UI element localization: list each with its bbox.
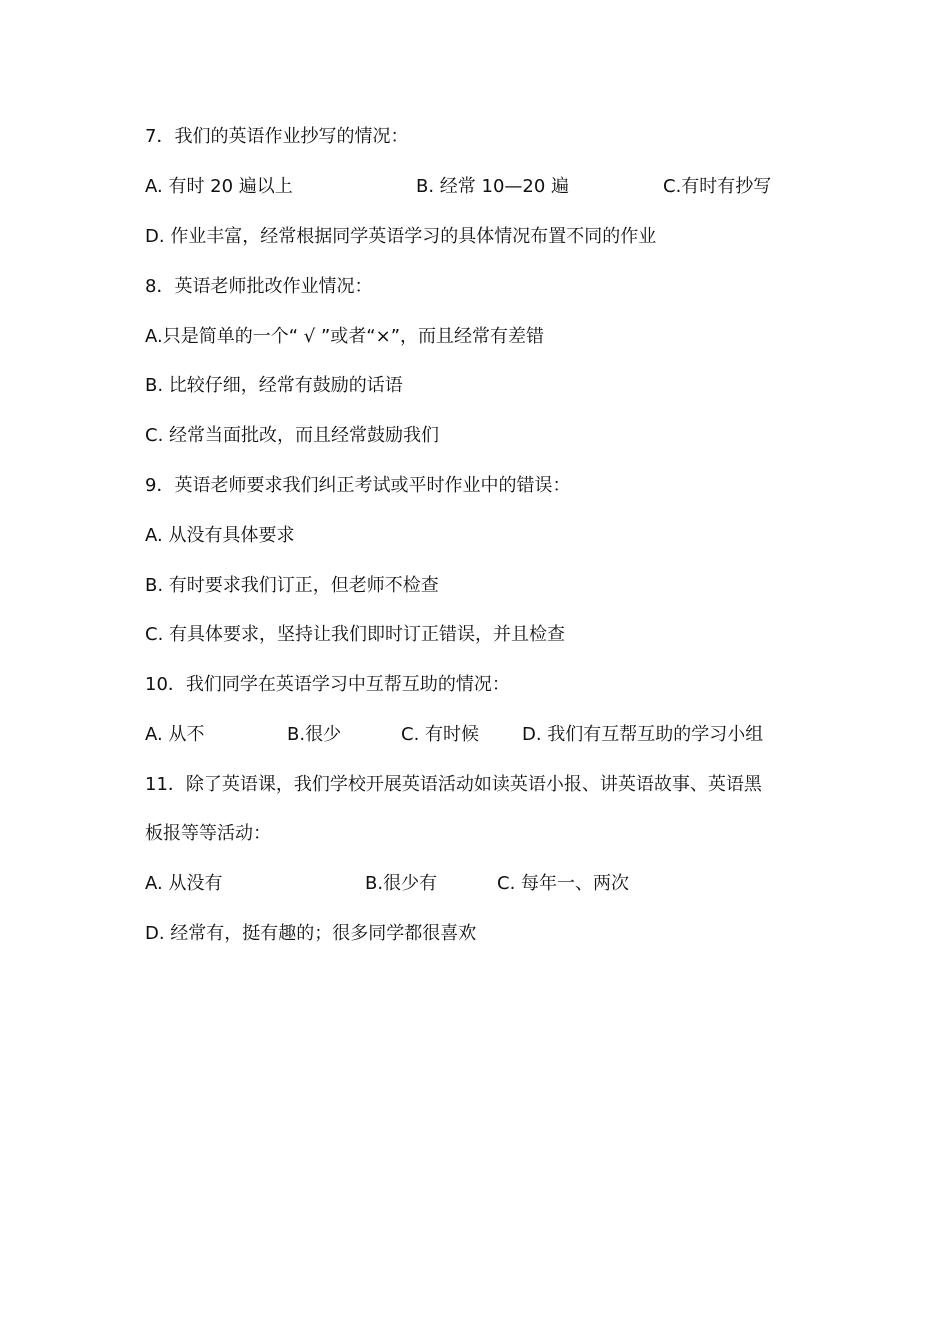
question-9-option-c: C. 有具体要求，坚持让我们即时订正错误，并且检查 [145, 624, 566, 645]
question-8-option-b: B. 比较仔细，经常有鼓励的话语 [145, 375, 403, 396]
question-7-stem: 7．我们的英语作业抄写的情况： [145, 126, 409, 147]
question-11-option-a: A. 从没有 [145, 873, 223, 894]
question-10-stem: 10．我们同学在英语学习中互帮互助的情况： [145, 674, 510, 695]
question-7-option-d: D. 作业丰富，经常根据同学英语学习的具体情况布置不同的作业 [145, 226, 657, 247]
question-11-option-c: C. 每年一、两次 [497, 873, 630, 894]
question-10-option-b: B.很少 [287, 724, 342, 745]
question-10-option-a: A. 从不 [145, 724, 205, 745]
question-11-stem-line-1: 11．除了英语课，我们学校开展英语活动如读英语小报、讲英语故事、英语黑 [145, 774, 762, 795]
question-9-stem: 9．英语老师要求我们纠正考试或平时作业中的错误： [145, 475, 571, 496]
question-7-option-a: A. 有时 20 遍以上 [145, 176, 293, 197]
question-9-option-a: A. 从没有具体要求 [145, 525, 295, 546]
question-7-option-c: C.有时有抄写 [663, 176, 772, 197]
question-11-option-b: B.很少有 [365, 873, 438, 894]
question-11-stem-line-2: 板报等等活动： [145, 823, 271, 844]
question-11-option-d: D. 经常有，挺有趣的；很多同学都很喜欢 [145, 923, 477, 944]
question-10-option-d: D. 我们有互帮互助的学习小组 [522, 724, 764, 745]
question-10-option-c: C. 有时候 [401, 724, 480, 745]
question-8-stem: 8．英语老师批改作业情况： [145, 276, 373, 297]
question-8-option-a: A.只是简单的一个“ √ ”或者“×”，而且经常有差错 [145, 326, 545, 347]
question-9-option-b: B. 有时要求我们订正，但老师不检查 [145, 575, 439, 596]
question-8-option-c: C. 经常当面批改，而且经常鼓励我们 [145, 425, 440, 446]
question-7-option-b: B. 经常 10—20 遍 [416, 176, 570, 197]
